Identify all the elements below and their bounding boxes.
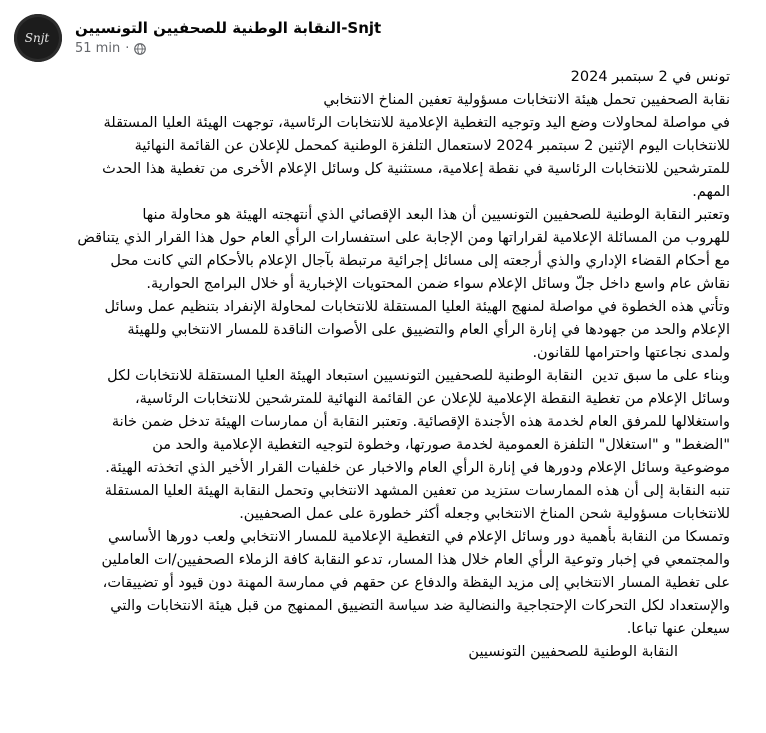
post-meta [75, 18, 381, 58]
post-paragraph-5: تنبه النقابة إلى أن هذه الممارسات ستزيد من تعفين المشهد الانتخابي وتحمل النقابة الهيئة العليا المستقلة للانتخابات مسؤولية شحن المناخ الانتخابي وجعله أكثر خطورة على عمل الصحفيين. [104, 483, 730, 522]
post-paragraph-6: وتمسكا من النقابة بأهمية دور وسائل الإعلام في التغطية الإعلامية للمسار الانتخابي ولعب دورها الأساسي والمجتمعي في إخبار وتوعية الرأي العام خلال هذا المسار، تدعو النقابة كافة الزملاء الصحفيين/ات العاملين على تغطية المسار الانتخابي إلى مزيد اليقظة والدفاع عن حقهم في ممارسة المهنة دون قيود أو تضييقات، والإستعداد لكل التحركات الإحتجاجية والنضالية ضد سياسة التضييق الممنهج من قبل هيئة الانتخابات والتي سيعلن عنها تباعا. [101, 529, 730, 637]
post-header [14, 10, 381, 66]
post-signature: النقابة الوطنية للصحفيين التونسيين [468, 644, 678, 660]
avatar-logo-text: Snjt [24, 31, 50, 45]
post-date: تونس في 2 سبتمبر 2024 [570, 69, 730, 85]
post-paragraph-2: وتعتبر النقابة الوطنية للصحفيين التونسيين أن هذا البعد الإقصائي الذي أنتهجته الهيئة هو محاولة منها للهروب من المسائلة الإعلامية لقراراتها ومن الإجابة على استفسارات الرأي العام حول هذا القرار الذي يتناقض مع أحكام القضاء الإداري والذي أرجعته إلى مسائل إجرائية مرتبطة بآجال الإعلام بالأحكام التي كانت محل نقاش عام واسع داخل جلّ وسائل الإعلام سواء ضمن المحتويات الإخبارية أو خلال البرامج الحوارية. [77, 207, 730, 292]
post-title: نقابة الصحفيين تحمل هيئة الانتخابات مسؤولية تعفين المناخ الانتخابي [323, 92, 730, 108]
post-time-row [75, 40, 381, 58]
avatar[interactable] [14, 14, 62, 62]
page-name-link[interactable]: النقابة الوطنية للصحفيين التونسيين-Snjt [75, 19, 382, 37]
post-paragraph-3: وتأتي هذه الخطوة في مواصلة لمنهج الهيئة العليا المستقلة للانتخابات لمحاولة الإنفراد بتنظيم عمل وسائل الإعلام والحد من جهودها في إنارة الرأي العام والتضييق على الأصوات الناقدة للمسار الانتخابي وللهيئة ولمدى نجاعتها واحترامها للقانون. [104, 299, 730, 361]
globe-icon[interactable] [134, 43, 146, 55]
post-paragraph-1: في مواصلة لمحاولات وضع اليد وتوجيه التغطية الإعلامية للانتخابات الرئاسية، توجهت الهيئة العليا المستقلة للانتخابات اليوم الإثنين 2 سبتمبر 2024 لاستعمال التلفزة الوطنية كمحمل للإعلان عن القائمة النهائية للمترشحين للانتخابات الرئاسية في نقطة إعلامية، مستثنية كل وسائل الإعلام الأخرى من تغطية هذا الحدث المهم. [102, 115, 730, 200]
post-timestamp[interactable]: 51 min [75, 41, 121, 56]
post-paragraph-4: وبناء على ما سبق تدين النقابة الوطنية للصحفيين التونسيين استبعاد الهيئة العليا المستقلة للانتخابات لكل وسائل الإعلام من تغطية النقطة الإعلامية للإعلان عن القائمة النهائية للمترشحين للانتخابات الرئاسية، واستغلالها للمرفق العام لخدمة هذه الأجندة الإقصائية. وتعتبر النقابة أن ممارسات الهيئة تدخل ضمن خانة "الضغط" و "استغلال" التلفزة العمومية لخدمة صورتها، وخطوة لتوجيه التغطية الإعلامية والحد من موضوعية وسائل الإعلام ودورها في إنارة الرأي العام والاخبار عن خلفيات القرار الأخير الذي اتخذته الهيئة. [105, 368, 730, 476]
post-body [34, 66, 730, 664]
separator-dot: · [125, 41, 130, 56]
